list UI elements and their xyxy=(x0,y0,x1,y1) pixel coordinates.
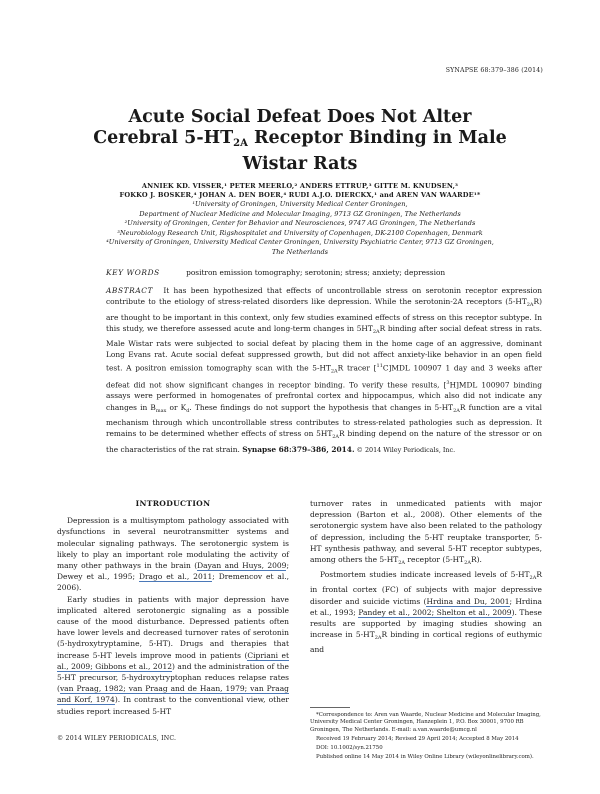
abstract xyxy=(106,285,542,456)
abstract-copyright: © 2014 Wiley Periodicals, Inc. xyxy=(354,445,456,454)
paragraph xyxy=(310,498,542,569)
abstract-text: R tracer [ xyxy=(337,363,377,373)
paragraph-text: ; Dewey et al., 1995; xyxy=(57,561,289,582)
keywords-label: KEY WORDS xyxy=(106,268,160,277)
abstract-text: H]MDL 100907 binding assays were performed in homogenates of prefrontal cortex and hippocampus, which also did not indicate any changes in B xyxy=(106,380,542,412)
footnote-divider xyxy=(310,707,350,708)
title-line-2-sub: 2A xyxy=(233,138,248,149)
keywords-text: positron emission tomography; serotonin; stress; anxiety; depression xyxy=(186,268,446,277)
subscript: 2A xyxy=(374,635,382,642)
subscript: 2A xyxy=(526,302,534,309)
paragraph-text: receptor (5-HT xyxy=(405,555,465,565)
doi-note[interactable]: DOI: 10.1002/syn.21750 xyxy=(316,745,383,752)
subscript: max xyxy=(155,407,167,414)
paragraph-text: R binding in cortical regions of euthymic and xyxy=(310,630,542,655)
abstract-text: R) are thought to be important in this context, only few studies examined effects of stress on this receptor subtype. In this study, we therefore assessed acute and long-term changes in 5HT xyxy=(106,297,542,333)
affiliation-line: Department of Nuclear Medicine and Molecular Imaging, 9713 GZ Groningen, The Netherlands xyxy=(139,209,461,218)
received-dates: Received 19 February 2014; Revised 29 April 2014; Accepted 8 May 2014 xyxy=(316,735,519,742)
paragraph xyxy=(310,569,542,655)
author-line-1: ANNIEK KD. VISSER,¹ PETER MEERLO,² ANDERS ETTRUP,³ GITTE M. KNUDSEN,³ xyxy=(141,182,459,190)
paragraph xyxy=(57,594,289,717)
paragraph-text: Early studies in patients with major depression have implicated altered serotonergic signaling as a possible cause of the mood disturbance. Depressed patients often have lower levels and decreased turnover rates of serotonin (5-hydroxytryptamine, 5-HT). Drugs and therapies that increase 5-HT levels improve mood in patients ( xyxy=(57,594,289,660)
paragraph-text: Depression is a multisymptom pathology associated with dysfunctions in several neurotransmitter systems and molecular signaling pathways. The serotonergic system is likely to play an important role modulating the activity of many other pathways in the brain ( xyxy=(57,516,289,571)
abstract-text: R binding after social defeat stress in rats. Male Wistar rats were subjected to social defeat by placing them in the home cage of an aggressive, dominant Long Evans rat. Acute social defeat suppressed growth, but did not affect anxiety-like behavior in an open field test. A positron emission tomography scan with the 5-HT xyxy=(106,323,542,373)
affiliation-line: ²University of Groningen, Center for Behavior and Neurosciences, 9747 AG Groningen, The Netherlands xyxy=(124,219,476,228)
affiliation-line: ³Neurobiology Research Unit, Rigshospitalet and University of Copenhagen, DK-2100 Copenhagen, Denmark xyxy=(117,228,483,237)
right-column xyxy=(310,498,542,656)
abstract-citation: Synapse 68:379–386, 2014. xyxy=(242,444,355,454)
superscript: 3 xyxy=(446,379,450,386)
subscript: 2A xyxy=(453,407,460,414)
paragraph-text: ). These results are supported by imaging studies showing an increase in 5-HT xyxy=(310,607,542,640)
subscript: 2A xyxy=(332,434,340,441)
author-list xyxy=(60,182,540,199)
citation-link[interactable]: Dayan and Huys, 2009 xyxy=(197,561,287,571)
affiliation-line: The Netherlands xyxy=(271,247,329,256)
abstract-label: ABSTRACT xyxy=(106,286,154,295)
section-heading-introduction: INTRODUCTION xyxy=(135,499,211,508)
author-line-2: FOKKO J. BOSKER,⁴ JOHAN A. DEN BOER,⁴ RUDI A.J.O. DIERCKX,¹ and AREN VAN WAARDE¹* xyxy=(119,190,481,199)
journal-reference: SYNAPSE 68:379–386 (2014) xyxy=(445,67,543,74)
citation-link[interactable]: Hrdina and Du, 2001 xyxy=(426,596,510,606)
subscript: d xyxy=(186,407,190,414)
affiliation-line: ⁴University of Groningen, University Medical Center Groningen, University Psychiatric Center, 9713 GZ Groningen, xyxy=(106,238,494,247)
subscript: 2A xyxy=(464,560,471,567)
paragraph-text: R in frontal cortex (FC) of subjects with major depressive disorder and suicide victims ( xyxy=(310,570,542,606)
title-line-2 xyxy=(90,128,510,154)
correspondence-note: *Correspondence to: Aren van Waarde, Nuclear Medicine and Molecular Imaging, University Medical Center Groningen, Hanzeplein 1, P.O. Box 30001, 9700 RB Groningen, The Netherlands. E-mail: a.van.waarde@umcg.nl xyxy=(310,712,541,733)
paragraph-text: ). In contrast to the conventional view, other studies report increased 5-HT xyxy=(57,695,290,716)
paragraph xyxy=(57,515,289,593)
subscript: 2A xyxy=(330,368,338,375)
abstract-text: C]MDL 100907 1 day and 3 weeks after defeat did not show significant changes in receptor binding. To verify these results, [ xyxy=(106,363,543,390)
abstract-text: It has been hypothesized that effects of uncontrollable stress on serotonin receptor expression contribute to the etiology of stress-related disorders like depression. While the serotonin-2A receptors (5-HT xyxy=(106,286,543,307)
title-line-1: Acute Social Defeat Does Not Alter xyxy=(128,107,472,127)
superscript: 11 xyxy=(376,362,383,369)
paragraph-text: ; Dremencov et al., 2006). xyxy=(57,572,290,593)
subscript: 2A xyxy=(372,328,380,335)
paragraph-text: Postmortem studies indicate increased levels of 5-HT xyxy=(320,570,530,580)
abstract-text: R binding depend on the nature of the stressor or on the characteristics of the rat strain. xyxy=(106,429,542,454)
citation-link[interactable]: Drago et al., 2011 xyxy=(138,572,213,582)
paragraph-text: ; Hrdina et al., 1993; xyxy=(310,596,543,617)
paragraph-text: ) and the administration of the 5-HT precursor, 5-hydroxytryptophan reduces relapse rates ( xyxy=(57,661,289,694)
citation-link[interactable]: van Praag, 1982; van Praag and de Haan, 1979; van Praag and Korf, 1974 xyxy=(57,684,289,705)
keywords xyxy=(106,268,445,277)
title-line-3: Wistar Rats xyxy=(242,154,358,174)
abstract-text: or K xyxy=(166,402,187,412)
title-line-2-pre: Cerebral 5-HT xyxy=(93,128,234,148)
published-note: Published online 14 May 2014 in Wiley Online Library (wileyonlinelibrary.com). xyxy=(316,754,534,761)
footnotes xyxy=(310,712,542,764)
left-column xyxy=(57,498,289,717)
affiliations xyxy=(60,200,540,258)
title-line-2-post: Receptor Binding in Male xyxy=(247,128,507,148)
subscript: 2A xyxy=(398,560,406,567)
paragraph-text: turnover rates in unmedicated patients with major depression (Barton et al., 2008). Other elements of the serotonergic system have also been related to the pathology of depression, including the 5-HT reuptake transporter, 5-HT synthesis pathway, and several 5-HT receptor subtypes, among others the 5-HT xyxy=(310,499,542,565)
abstract-text: . These findings do not support the hypothesis that changes in 5-HT xyxy=(189,402,454,412)
affiliation-line: ¹University of Groningen, University Medical Center Groningen, xyxy=(192,200,408,208)
citation-link[interactable]: Pandey et al., 2002; Shelton et al., 2009 xyxy=(358,607,512,617)
paragraph-text: R). xyxy=(470,555,482,565)
page-copyright: © 2014 WILEY PERIODICALS, INC. xyxy=(57,735,177,742)
citation-link[interactable]: Cipriani et al., 2009; Gibbons et al., 2012 xyxy=(57,650,289,671)
article-title xyxy=(90,107,510,175)
subscript: 2A xyxy=(529,575,537,582)
abstract-text: R function are a vital mechanism through which uncontrollable stress contributes to stress-related pathologies such as depression. It remains to be determined whether effects of stress on 5HT xyxy=(106,402,543,439)
